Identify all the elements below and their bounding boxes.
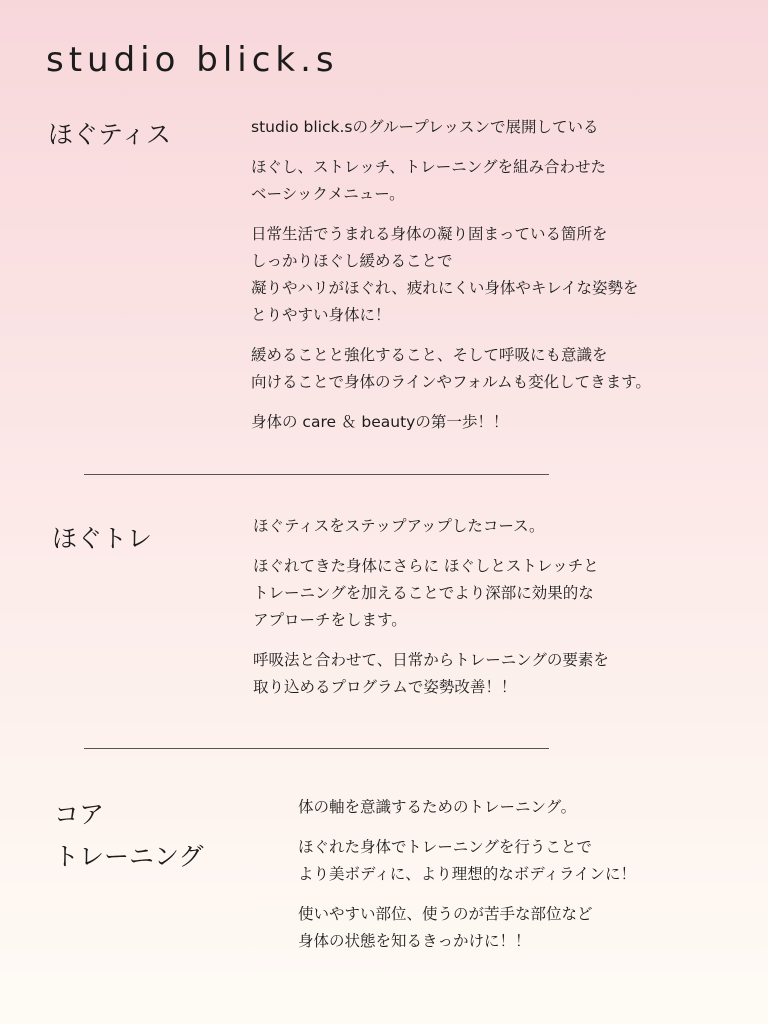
paragraph: ほぐし、ストレッチ、トレーニングを組み合わせた ベーシックメニュー。	[251, 158, 606, 203]
paragraph: 使いやすい部位、使うのが苦手な部位など 身体の状態を知るきっかけに！！	[298, 905, 593, 950]
paragraph: 体の軸を意識するためのトレーニング。	[298, 798, 577, 816]
brand-title: studio blick.s	[46, 40, 339, 80]
paragraph: ほぐれてきた身体にさらに ほぐしとストレッチと トレーニングを加えることでより深部に効果的な アプローチをします。	[253, 557, 599, 629]
section-divider	[84, 474, 549, 475]
section-body-hogutis	[251, 114, 651, 449]
section-heading-hogutore: ほぐトレ	[52, 524, 153, 553]
paragraph: 日常生活でうまれる身体の凝り固まっている箇所を しっかりほぐし緩めることで 凝りやハリがほぐれ、疲れにくい身体やキレイな姿勢を とりやすい身体に！	[251, 225, 639, 324]
paragraph: 身体の care ＆ beautyの第一歩！！	[251, 413, 509, 431]
section-heading-core-training: コア トレーニング	[54, 800, 204, 871]
section-body-core-training	[298, 794, 636, 968]
paragraph: ほぐティスをステップアップしたコース。	[253, 517, 545, 535]
section-body-hogutore	[253, 513, 609, 714]
paragraph: ほぐれた身体でトレーニングを行うことで より美ボディに、より理想的なボディラインに！	[298, 838, 637, 883]
section-heading-hogutis: ほぐティス	[48, 120, 172, 149]
section-divider	[84, 748, 549, 749]
paragraph: 呼吸法と合わせて、日常からトレーニングの要素を 取り込めるプログラムで姿勢改善！！	[253, 651, 609, 696]
paragraph: studio blick.sのグループレッスンで展開している	[251, 118, 599, 136]
paragraph: 緩めることと強化すること、そして呼吸にも意識を 向けることで身体のラインやフォルムも変化してきます。	[251, 346, 651, 391]
